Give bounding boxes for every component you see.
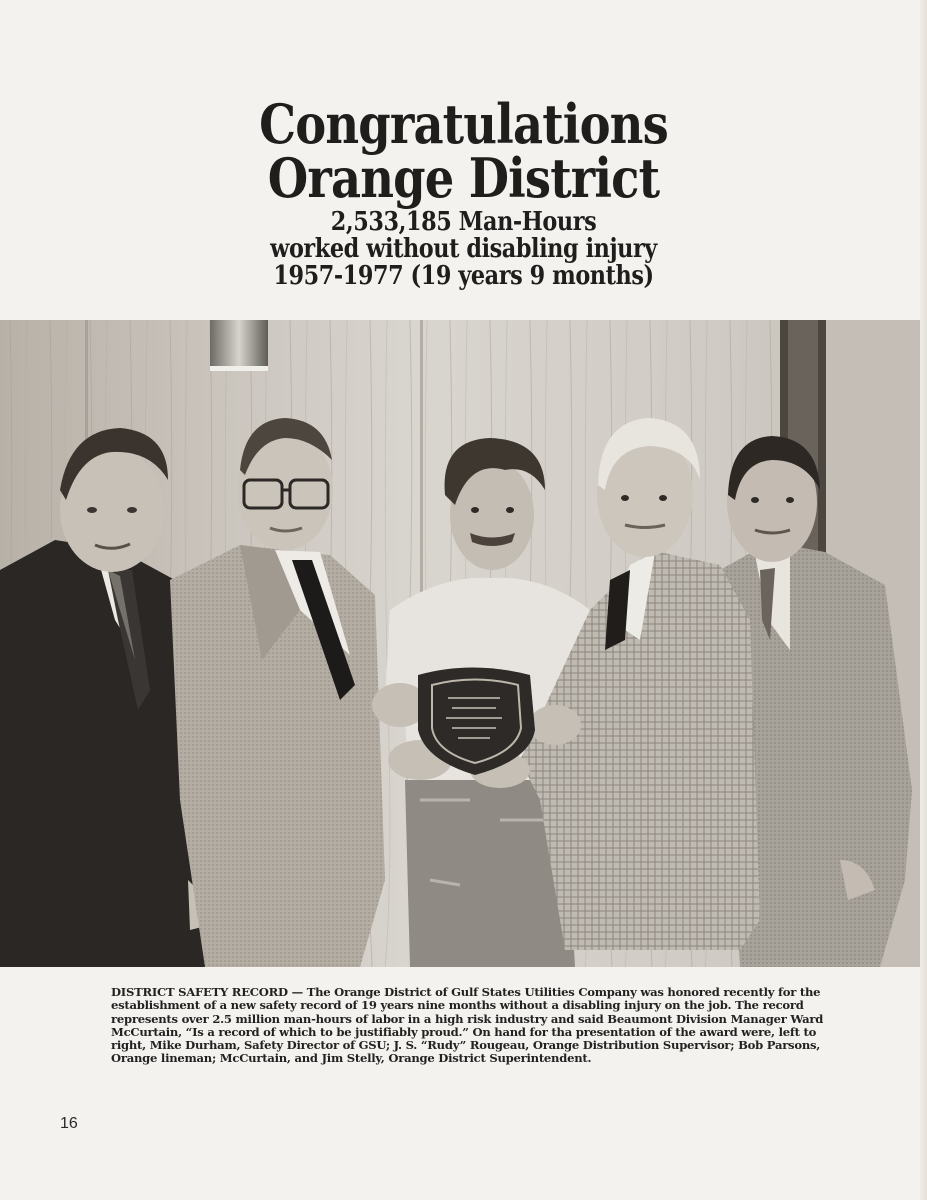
photo-caption bbox=[111, 986, 839, 1066]
caption-body: — The Orange District of Gulf States Utilities Company was honored recently for the establishment of a new safety record of 19 years nine months without a disabling injury on the job. The record represents over 2.5 million man-hours of labor in a high risk industry and said Beaumont Division Manager Ward McCurtain, “Is a record of which to be justifiably proud.” On hand for tha presentation of the award were, left to right, Mike Durham, Safety Director of GSU; J. S. “Rudy” Rougeau, Orange Distribution Supervisor; Bob Parsons, Orange lineman; McCurtain, and Jim Stelly, Orange District Superintendent. bbox=[111, 985, 824, 1066]
subheadline-no-injury: worked without disabling injury bbox=[270, 234, 657, 264]
headline-line-1: Congratulations bbox=[259, 92, 668, 156]
page-number: 16 bbox=[60, 1115, 78, 1132]
caption-lead: DISTRICT SAFETY RECORD bbox=[111, 985, 288, 999]
page-edge bbox=[920, 0, 927, 1200]
headline-line-2: Orange District bbox=[267, 146, 660, 210]
subheadline-date-range: 1957-1977 (19 years 9 months) bbox=[273, 261, 654, 291]
group-photo-illustration bbox=[0, 320, 920, 967]
group-photo bbox=[0, 320, 920, 967]
subheadline-man-hours: 2,533,185 Man-Hours bbox=[330, 207, 597, 237]
